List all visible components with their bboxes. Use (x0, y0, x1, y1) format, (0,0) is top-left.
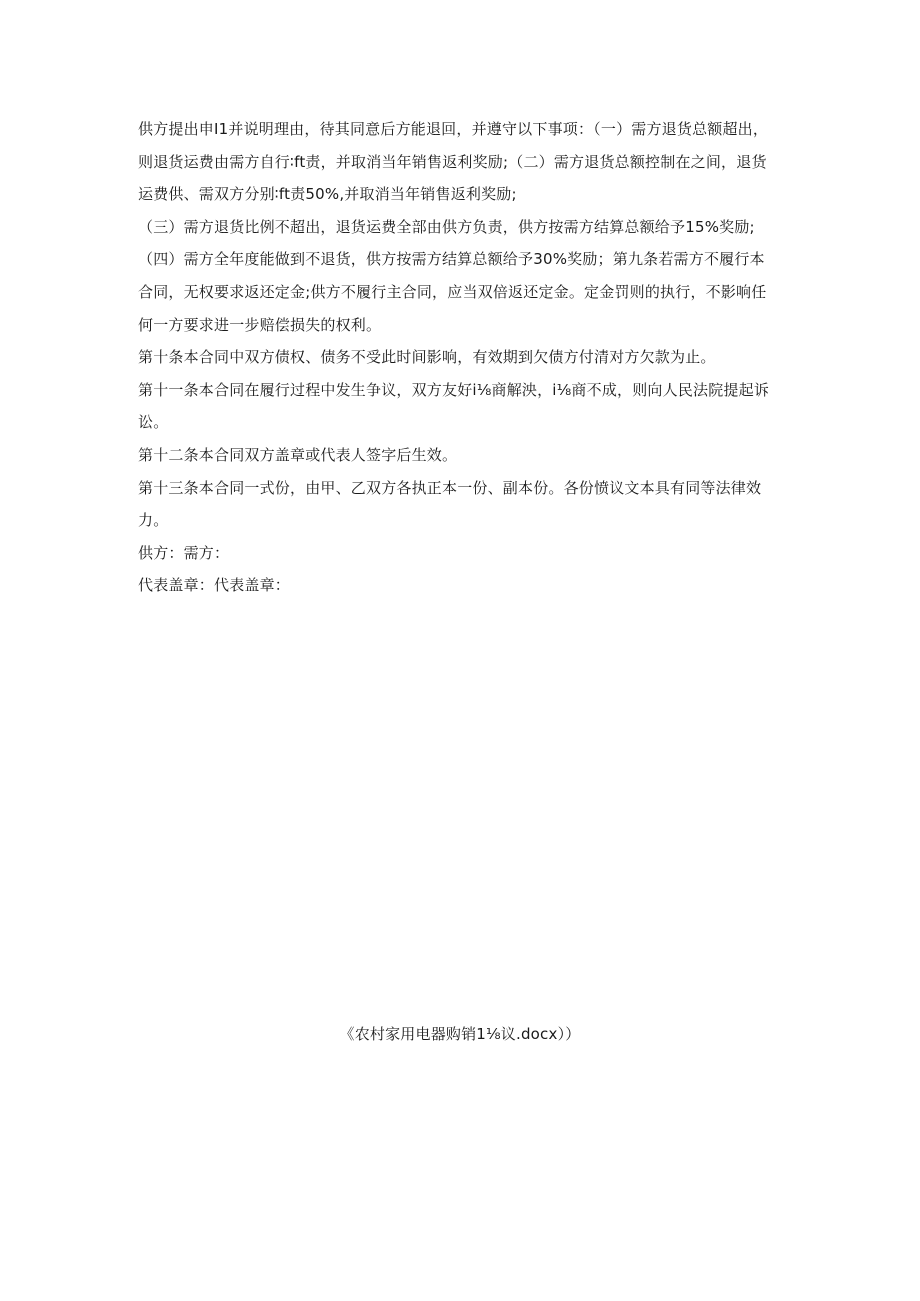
paragraph-article-eleven: 第十一条本合同在履行过程中发生争议，双方友好i⅛商解泱，i⅛商不成，则向人民法院提起诉讼。 (138, 380, 770, 432)
contract-body (138, 113, 778, 602)
paragraph-item-three: （三）需方退货比例不超出，退货运费全部由供方负责，供方按需方结算总额给予15%奖励; (138, 217, 755, 236)
signature-seal-line: 代表盖章：代表盖章： (138, 576, 291, 595)
paragraph-article-thirteen: 第十三条本合同一式份，由甲、乙双方各执正本一份、副本份。各份愤议文本具有同等法律效力。 (138, 478, 762, 530)
paragraph-article-twelve: 第十二条本合同双方盖章或代表人签字后生效。 (138, 445, 458, 464)
paragraph-return-terms: 供方提出申I1并说明理由，待其同意后方能退回，并遵守以下事项：（一）需方退货总额超出，则退货运费由需方自行∶ft责，并取消当年销售返利奖励;（二）需方退货总额控制在之间，退货运费供、需双方分别∶ft责50%,并取消当年销售返利奖励; (138, 120, 769, 204)
document-footer-filename: 《农村家用电器购销1⅛议.docx）） (339, 1025, 581, 1043)
paragraph-article-ten: 第十条本合同中双方债权、债务不受此时间影响，有效期到欠债方付清对方欠款为止。 (138, 348, 716, 367)
signature-parties-line: 供方：需方： (138, 543, 230, 562)
paragraph-item-four-article-nine: （四）需方全年度能做到不退货，供方按需方结算总额给予30%奖励；第九条若需方不履行本合同，无权要求返还定金;供方不履行主合同，应当双倍返还定金。定金罚则的执行，不影响任何一方要求进一步赔偿损失的权利。 (138, 250, 767, 334)
